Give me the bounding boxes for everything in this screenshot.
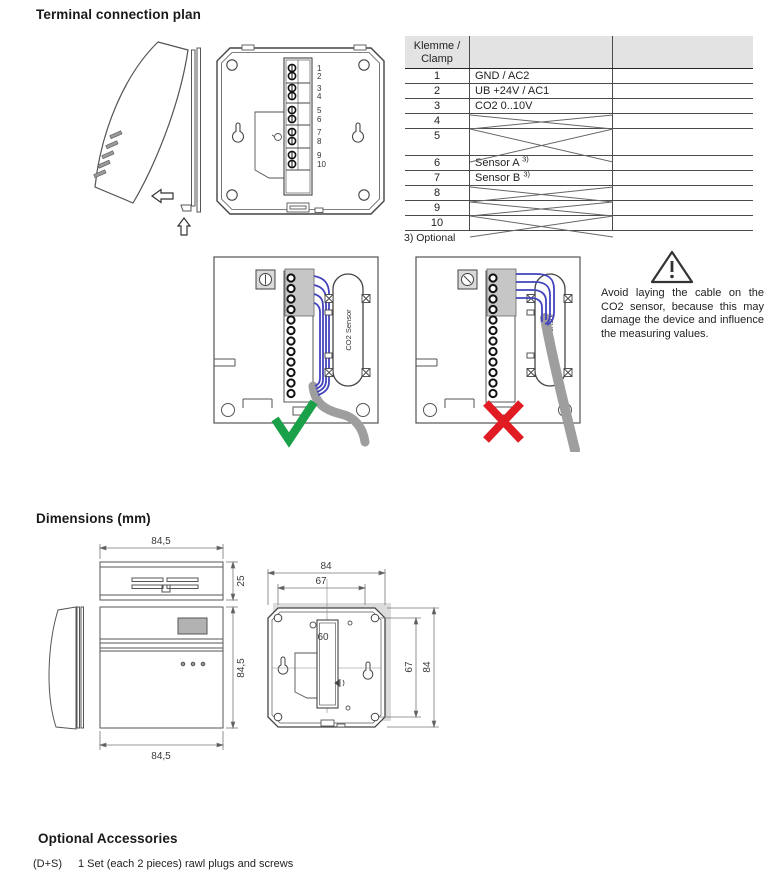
rotary-switch (458, 270, 477, 289)
svg-text:84: 84 (422, 661, 433, 673)
display (178, 618, 207, 634)
table-row: 3 CO2 0..10V (405, 99, 753, 114)
svg-text:5: 5 (317, 106, 322, 115)
plate-dimension-drawing (253, 543, 448, 773)
table-row: 4 (405, 114, 753, 129)
accessory-code: (D+S) (33, 858, 63, 870)
sensor-label: CO2 Sensor (344, 309, 353, 351)
table-footnote: 3) Optional (404, 232, 456, 244)
crossed-out-marker (470, 114, 613, 164)
table-header-row (405, 36, 753, 69)
svg-text:67: 67 (315, 576, 327, 587)
table-row: 1 GND / AC2 (405, 69, 753, 84)
warning-text: Avoid laying the cable on the CO2 sensor, because this may damage the device and influence the measuring values. (601, 287, 764, 340)
section-title-dimensions: Dimensions (mm) (36, 511, 151, 526)
led-dot (191, 662, 195, 666)
svg-text:7: 7 (317, 128, 322, 137)
table-row: 5 (405, 129, 753, 156)
warning-triangle-icon (650, 250, 694, 285)
sensor-label: CO2 Sensor (546, 313, 555, 355)
led-dot (181, 662, 185, 666)
table-row: 8 (405, 186, 753, 201)
crossed-out-marker (470, 186, 613, 240)
section-title-terminal-plan: Terminal connection plan (36, 7, 201, 22)
wiring-diagram-wrong (415, 256, 587, 452)
svg-text:4: 4 (317, 92, 322, 101)
svg-text:84: 84 (320, 561, 332, 572)
svg-text:84,5: 84,5 (236, 658, 247, 678)
svg-text:1: 1 (317, 64, 322, 73)
svg-text:8: 8 (317, 137, 322, 146)
svg-text:84,5: 84,5 (151, 536, 171, 547)
table-row: 7 Sensor B $^{3)}$ (405, 171, 753, 186)
svg-text:60: 60 (317, 632, 329, 643)
table-header-clamp: Klemme / Clamp (405, 36, 470, 68)
table-row: 9 (405, 201, 753, 216)
table-row: 10 (405, 216, 753, 231)
table-header-extra (613, 36, 753, 68)
device-cover-diagram (40, 30, 215, 245)
svg-text:67: 67 (404, 661, 415, 673)
terminal-block (284, 58, 312, 195)
device-dimension-drawing (40, 528, 255, 768)
led-dot (201, 662, 205, 666)
svg-text:6: 6 (317, 115, 322, 124)
table-header-signal (470, 36, 613, 68)
accessory-description: 1 Set (each 2 pieces) rawl plugs and screws (78, 858, 294, 870)
device-cover-outline (95, 42, 188, 203)
svg-text:25: 25 (236, 575, 247, 587)
svg-text:10: 10 (317, 160, 326, 169)
table-row: 6 Sensor A $^{3)}$ (405, 156, 753, 171)
section-title-accessories: Optional Accessories (38, 831, 178, 846)
terminal-table (405, 36, 753, 231)
rotary-switch (256, 270, 275, 289)
backplate-diagram (212, 40, 392, 220)
arrow-up-icon (178, 218, 190, 235)
wiring-diagram-correct (213, 256, 385, 448)
table-row: 2 UB +24V / AC1 (405, 84, 753, 99)
svg-text:84,5: 84,5 (151, 751, 171, 762)
svg-text:9: 9 (317, 151, 322, 160)
side-profile (49, 607, 76, 729)
svg-text:3: 3 (317, 84, 322, 93)
arrow-left-icon (152, 190, 173, 203)
svg-text:2: 2 (317, 72, 322, 81)
accessory-item (33, 858, 483, 870)
